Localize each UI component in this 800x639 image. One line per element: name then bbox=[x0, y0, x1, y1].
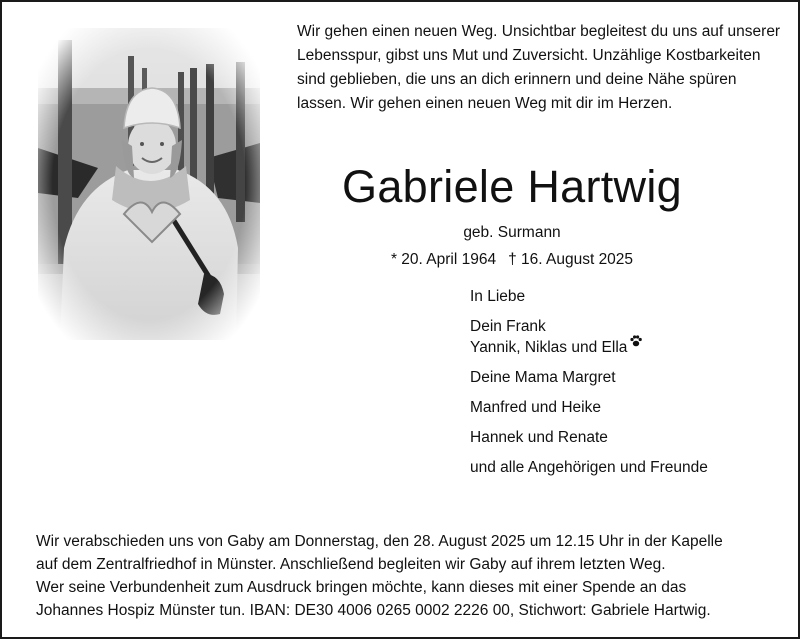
mourner-husband: Dein Frank bbox=[470, 318, 546, 335]
footer-line: Wer seine Verbundenheit zum Ausdruck bringen möchte, kann dieses mit einer Spende an das bbox=[36, 579, 687, 596]
funeral-information bbox=[36, 530, 776, 622]
mourner-sibling-1: Manfred und Heike bbox=[470, 399, 601, 416]
paw-print-icon bbox=[629, 333, 643, 354]
poem-line: Lebensspur, gibst uns Mut und Zuversicht. Unzählige Kostbarkeiten bbox=[297, 47, 761, 64]
birth-date: * 20. April 1964 bbox=[390, 251, 497, 268]
mourner-children bbox=[470, 337, 790, 358]
memorial-poem bbox=[297, 20, 787, 116]
deceased-name: Gabriele Hartwig bbox=[342, 161, 682, 212]
footer-line: Johannes Hospiz Münster tun. IBAN: DE30 4006 0265 0002 2226 00, Stichwort: Gabriele Hartwig. bbox=[36, 602, 711, 619]
portrait-photo bbox=[38, 28, 260, 340]
death-date: † 16. August 2025 bbox=[508, 251, 634, 268]
maiden-name: geb. Surmann bbox=[463, 224, 561, 241]
mourner-mother: Deine Mama Margret bbox=[470, 369, 616, 386]
mourner-others: und alle Angehörigen und Freunde bbox=[470, 459, 708, 476]
footer-line: auf dem Zentralfriedhof in Münster. Anschließend begleiten wir Gaby auf ihrem letzten Weg. bbox=[36, 556, 666, 573]
poem-line: Wir gehen einen neuen Weg. Unsichtbar begleitest du uns auf unserer bbox=[297, 23, 781, 40]
mourner-sibling-2: Hannek und Renate bbox=[470, 429, 608, 446]
mourner-children-text: Yannik, Niklas und Ella bbox=[470, 339, 628, 356]
mourners-intro: In Liebe bbox=[470, 288, 526, 305]
poem-line: sind geblieben, die uns an dich erinnern und deine Nähe spüren bbox=[297, 71, 737, 88]
mourners-list bbox=[470, 286, 790, 478]
poem-line: lassen. Wir gehen einen neuen Weg mit dir im Herzen. bbox=[297, 95, 673, 112]
footer-line: Wir verabschieden uns von Gaby am Donnerstag, den 28. August 2025 um 12.15 Uhr in der Kapelle bbox=[36, 533, 723, 550]
life-dates bbox=[282, 249, 742, 271]
